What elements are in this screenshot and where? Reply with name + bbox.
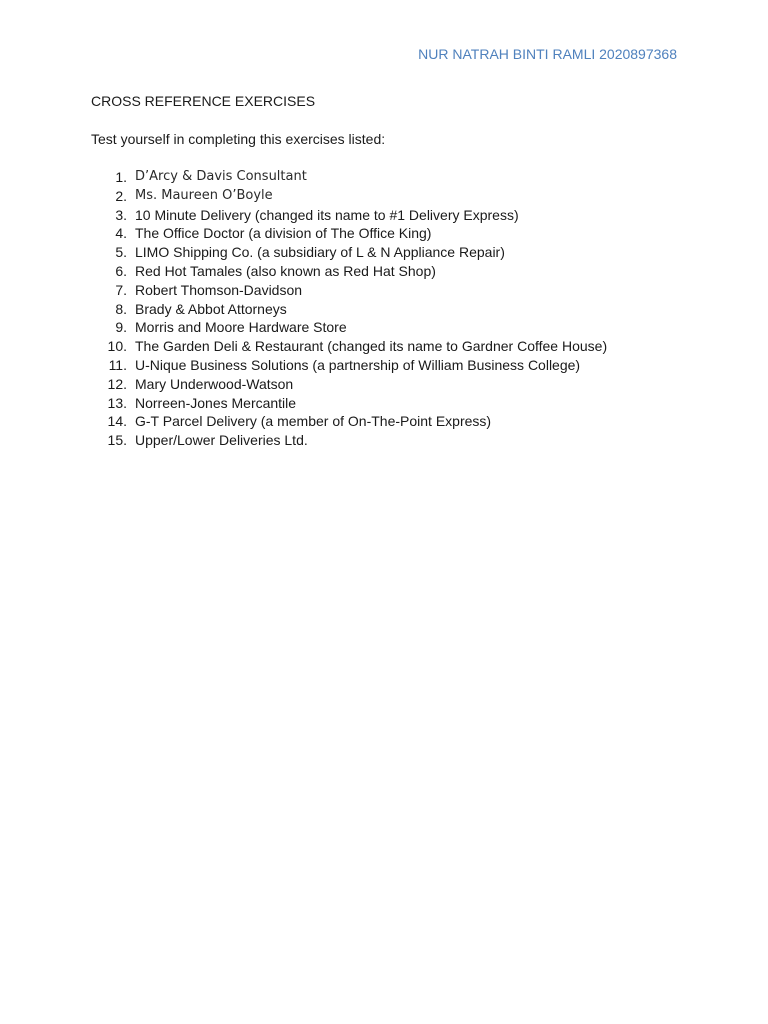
list-number: 6. <box>115 262 127 279</box>
list-text: D’Arcy & Davis Consultant <box>135 169 307 184</box>
list-number: 2. <box>115 187 127 204</box>
list-text: U-Nique Business Solutions (a partnership of William Business College) <box>135 356 581 373</box>
intro-text: Test yourself in completing this exercises listed: <box>91 131 386 147</box>
author-header: NUR NATRAH BINTI RAMLI 2020897368 <box>418 46 677 62</box>
list-text: The Garden Deli & Restaurant (changed its name to Gardner Coffee House) <box>135 338 608 355</box>
list-number: 8. <box>115 300 127 317</box>
list-number: 10. <box>107 338 127 355</box>
list-text: The Office Doctor (a division of The Office King) <box>135 225 432 242</box>
list-number: 15. <box>107 432 127 449</box>
list-number: 9. <box>115 319 127 336</box>
list-number: 14. <box>107 413 127 430</box>
list-number: 7. <box>115 281 127 298</box>
list-text: Morris and Moore Hardware Store <box>135 319 347 336</box>
document-title: CROSS REFERENCE EXERCISES <box>91 93 316 109</box>
list-text: Robert Thomson-Davidson <box>135 281 303 298</box>
list-text: Upper/Lower Deliveries Ltd. <box>135 432 308 449</box>
list-number: 4. <box>115 225 127 242</box>
list-text: Brady & Abbot Attorneys <box>135 300 287 317</box>
list-text: Norreen-Jones Mercantile <box>135 394 297 411</box>
list-text: G-T Parcel Delivery (a member of On-The-Point Express) <box>135 413 492 430</box>
list-text: Mary Underwood-Watson <box>135 375 294 392</box>
list-text: Ms. Maureen O’Boyle <box>135 187 273 203</box>
list-number: 5. <box>115 244 127 261</box>
list-number: 11. <box>108 356 127 373</box>
list-number: 13. <box>107 394 127 411</box>
list-text: 10 Minute Delivery (changed its name to #1 Delivery Express) <box>135 206 519 223</box>
list-number: 1. <box>115 169 127 185</box>
list-number: 12. <box>107 375 127 392</box>
list-number: 3. <box>115 206 127 223</box>
list-text: Red Hot Tamales (also known as Red Hat Shop) <box>135 262 436 279</box>
list-text: LIMO Shipping Co. (a subsidiary of L & N Appliance Repair) <box>135 244 505 261</box>
